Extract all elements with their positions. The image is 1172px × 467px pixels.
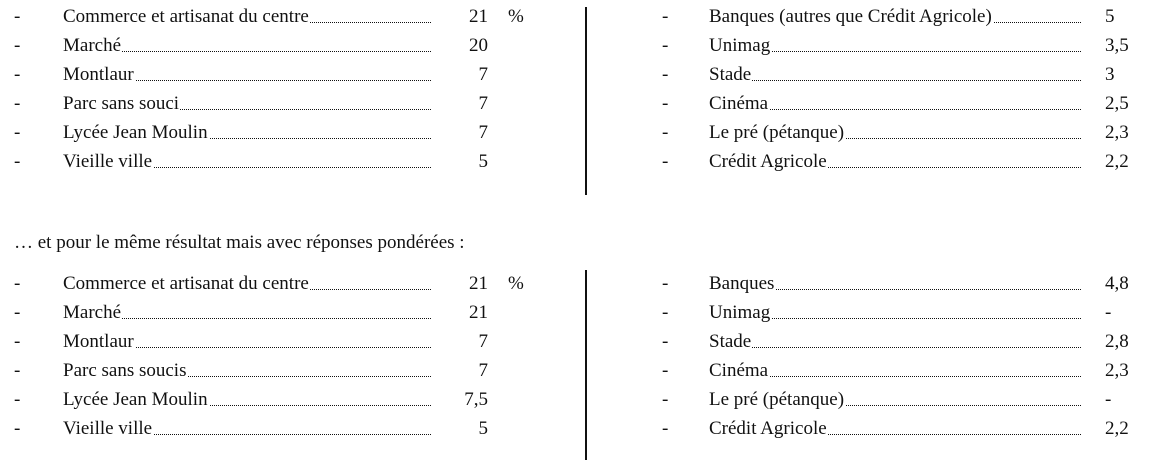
item-label: Vieille ville <box>63 148 431 176</box>
percent-unit: % <box>508 6 524 27</box>
item-label: Marché <box>63 299 431 327</box>
item-label: Cinéma <box>709 90 1081 118</box>
weighted-results-caption: … et pour le même résultat mais avec réponses pondérées : <box>14 232 465 253</box>
percent-unit: % <box>508 273 524 294</box>
item-label: Commerce et artisanat du centre <box>63 270 431 298</box>
bullet-dash: - <box>14 273 21 294</box>
bullet-dash: - <box>662 35 669 56</box>
bullet-dash: - <box>14 64 21 85</box>
item-label: Crédit Agricole <box>709 415 1081 443</box>
item-value: 2,3 <box>1105 360 1129 381</box>
bullet-dash: - <box>662 122 669 143</box>
item-value: 20 <box>469 35 488 56</box>
bullet-dash: - <box>14 35 21 56</box>
item-value: 21 <box>469 302 488 323</box>
item-label: Banques (autres que Crédit Agricole) <box>709 3 1081 31</box>
bullet-dash: - <box>662 64 669 85</box>
item-value: 2,2 <box>1105 418 1129 439</box>
dot-leader <box>709 347 1081 348</box>
item-value: 3,5 <box>1105 35 1129 56</box>
item-label: Crédit Agricole <box>709 148 1081 176</box>
item-label: Vieille ville <box>63 415 431 443</box>
item-label: Parc sans soucis <box>63 357 431 385</box>
item-label: Parc sans souci <box>63 90 431 118</box>
column-divider <box>585 7 587 195</box>
bullet-dash: - <box>662 302 669 323</box>
item-value: 7 <box>478 122 488 143</box>
bullet-dash: - <box>662 273 669 294</box>
item-label: Montlaur <box>63 61 431 89</box>
bullet-dash: - <box>14 93 21 114</box>
item-label: Montlaur <box>63 328 431 356</box>
item-label: Banques <box>709 270 1081 298</box>
item-value: 21 <box>469 6 488 27</box>
bullet-dash: - <box>662 389 669 410</box>
item-value: 7 <box>478 93 488 114</box>
bullet-dash: - <box>14 302 21 323</box>
bullet-dash: - <box>662 93 669 114</box>
item-value: 7,5 <box>464 389 488 410</box>
item-value: 5 <box>478 418 488 439</box>
bullet-dash: - <box>14 122 21 143</box>
item-value: 7 <box>478 64 488 85</box>
bullet-dash: - <box>662 360 669 381</box>
bullet-dash: - <box>14 331 21 352</box>
item-value: 21 <box>469 273 488 294</box>
item-value: 2,8 <box>1105 331 1129 352</box>
column-divider <box>585 270 587 460</box>
bullet-dash: - <box>14 418 21 439</box>
item-label: Marché <box>63 32 431 60</box>
item-value: 7 <box>478 360 488 381</box>
bullet-dash: - <box>14 6 21 27</box>
item-value: - <box>1105 389 1112 410</box>
item-label: Unimag <box>709 32 1081 60</box>
item-value: 5 <box>478 151 488 172</box>
bullet-dash: - <box>14 389 21 410</box>
item-value: - <box>1105 302 1112 323</box>
item-label: Lycée Jean Moulin <box>63 119 431 147</box>
bullet-dash: - <box>14 151 21 172</box>
item-value: 7 <box>478 331 488 352</box>
item-value: 5 <box>1105 6 1115 27</box>
item-label: Le pré (pétanque) <box>709 386 1081 414</box>
item-label: Cinéma <box>709 357 1081 385</box>
item-label: Lycée Jean Moulin <box>63 386 431 414</box>
item-label: Unimag <box>709 299 1081 327</box>
item-value: 2,2 <box>1105 151 1129 172</box>
bullet-dash: - <box>662 151 669 172</box>
item-label: Le pré (pétanque) <box>709 119 1081 147</box>
item-value: 2,5 <box>1105 93 1129 114</box>
dot-leader <box>709 80 1081 81</box>
item-value: 4,8 <box>1105 273 1129 294</box>
bullet-dash: - <box>662 418 669 439</box>
item-label: Stade <box>709 61 1081 89</box>
item-label: Stade <box>709 328 1081 356</box>
item-label: Commerce et artisanat du centre <box>63 3 431 31</box>
item-value: 2,3 <box>1105 122 1129 143</box>
bullet-dash: - <box>662 331 669 352</box>
bullet-dash: - <box>662 6 669 27</box>
item-value: 3 <box>1105 64 1115 85</box>
bullet-dash: - <box>14 360 21 381</box>
